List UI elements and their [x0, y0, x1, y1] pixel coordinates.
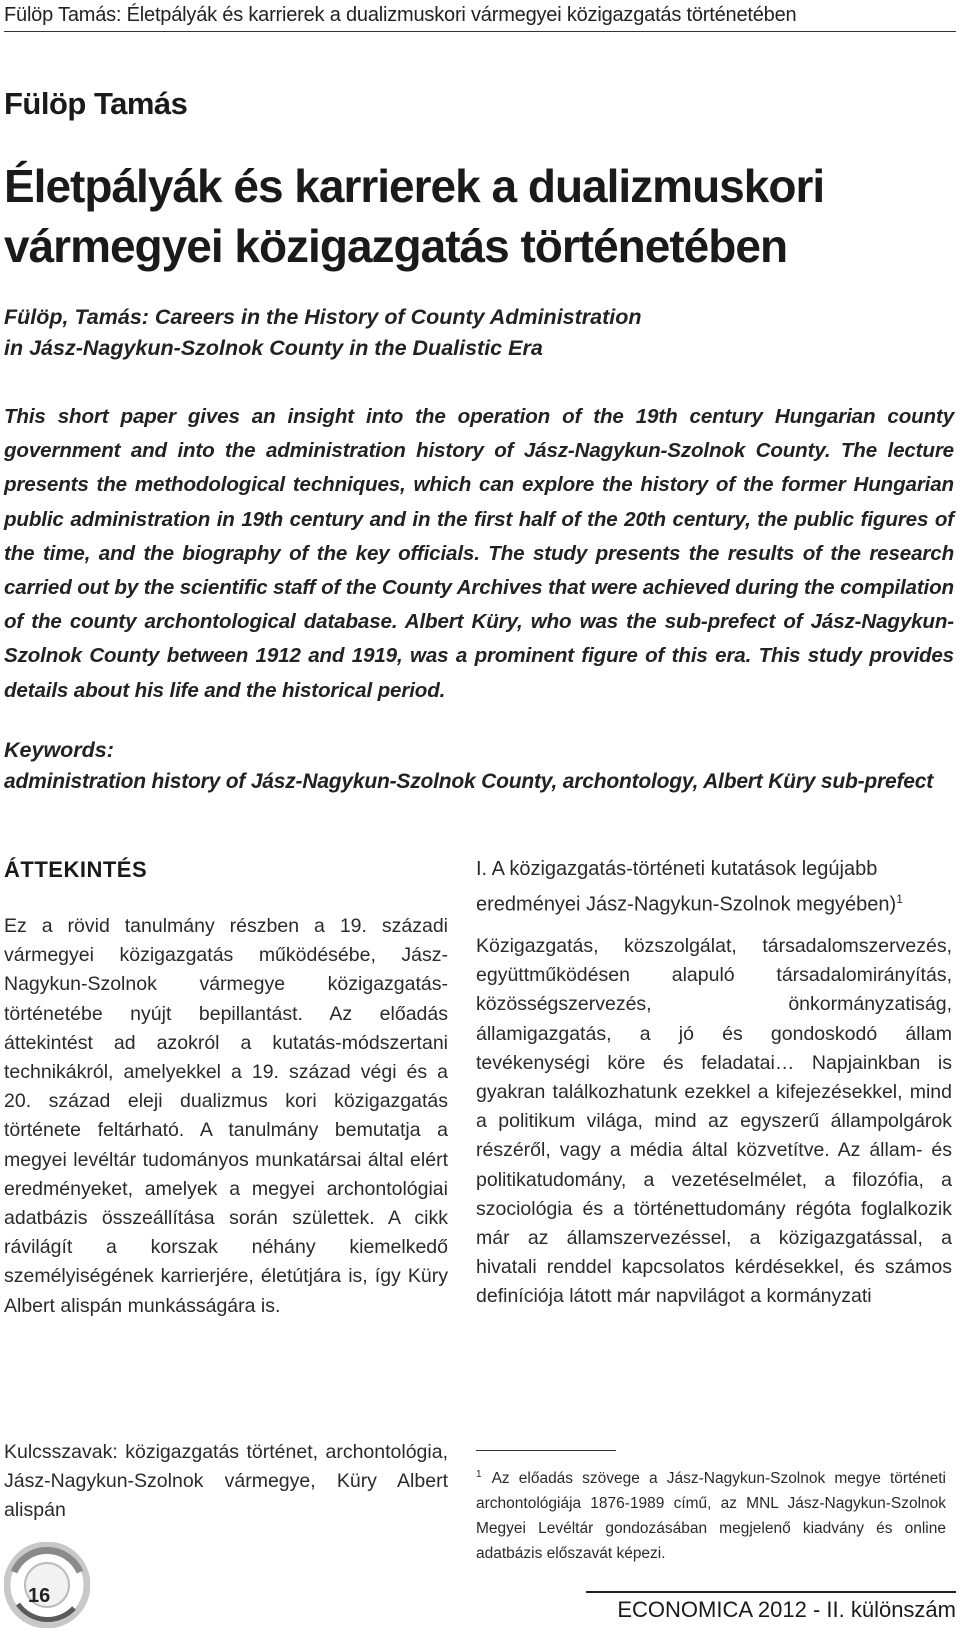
- footnote-mark: 1: [476, 1469, 482, 1480]
- page-number: 16: [28, 1585, 51, 1607]
- footnote: [476, 1462, 946, 1566]
- title-line-2: vármegyei közigazgatás történetében: [4, 220, 788, 272]
- journal-name: ECONOMICA 2012 - II. különszám: [617, 1597, 956, 1622]
- keywords-label: Keywords:: [4, 738, 114, 762]
- title-line-1: Életpályák és karrierek a dualizmuskori: [4, 160, 825, 212]
- body-paragraph: Közigazgatás, közszolgálat, társadalomszervezés, együttműködésen alapuló társadalomirányítás, közösségszervezés, önkormányzatiság, államigazgatás, a jó és gondoskodó állam tevékenységi köre és feladatai… Napjainkban is gyakran találkozhatunk ezekkel a kifejezésekkel, mind a politikum világa, mind az egyszerű állampolgárok részéről, vagy a média által közvetítve. Az állam- és politikatudomány, a vezetéselmélet, a filozófia, a szociológia és a történettudomány régóta foglalkozik már az államszervezéssel, a közigazgatással, a hivatali renddel kapcsolatos kérdésekkel, és számos definíciója látott már napvilágot a kormányzati: [476, 935, 952, 1308]
- footer-divider: [586, 1591, 956, 1593]
- section-heading-research: [476, 854, 952, 920]
- author-name: Fülöp Tamás: [4, 86, 188, 121]
- english-keywords: administration history of Jász-Nagykun-Szolnok County, archontology, Albert Küry sub-prefect: [4, 770, 934, 793]
- english-title-line-2: in Jász-Nagykun-Szolnok County in the Dualistic Era: [4, 336, 543, 360]
- article-title: [4, 156, 944, 276]
- section-heading-research-text: I. A közigazgatás-történeti kutatások legújabb eredményei Jász-Nagykun-Szolnok megyében): [476, 858, 897, 916]
- english-title: [4, 302, 944, 364]
- running-header: Fülöp Tamás: Életpályák és karrierek a dualizmuskori vármegyei közigazgatás történetében: [4, 4, 956, 32]
- english-title-line-1: Fülöp, Tamás: Careers in the History of County Administration: [4, 305, 642, 329]
- footnote-divider: [476, 1450, 616, 1451]
- footnote-ref[interactable]: 1: [896, 892, 903, 906]
- hungarian-keywords: Kulcsszavak: közigazgatás történet, archontológia, Jász-Nagykun-Szolnok vármegye, Küry Albert alispán: [4, 1441, 448, 1522]
- section-heading-overview: ÁTTEKINTÉS: [4, 857, 148, 882]
- english-abstract: This short paper gives an insight into the operation of the 19th century Hungarian county government and into the administration history of Jász-Nagykun-Szolnok County. The lecture presents the methodological techniques, which can explore the history of the former Hungarian public administration in 19th century and in the first half of the 20th century, the public figures of the time, and the biography of the key officials. The study presents the results of the research carried out by the scientific staff of the County Archives that were achieved during the compilation of the county archontological database. Albert Küry, who was the sub-prefect of Jász-Nagykun-Szolnok County between 1912 and 1919, was a prominent figure of this era. This study provides details about his life and the historical period.: [4, 405, 954, 702]
- hungarian-summary: Ez a rövid tanulmány részben a 19. századi vármegyei közigazgatás működésébe, Jász-Nagykun-Szolnok vármegye közigazgatás-történetébe nyújt bepillantást. Az előadás áttekintést ad azokról a kutatás-módszertani technikákról, amelyekkel a 19. század végi és a 20. század eleji dualizmus kori közigazgatás története feltárható. A tanulmány bemutatja a megyei levéltár tudományos munkatársai által elért eredményeket, amelyek a megyei archontológiai adatbázis összeállítása során születtek. A cikk rávilágít a korszak néhány kiemelkedő személyiségének karrierjére, életútjára is, így Küry Albert alispán munkásságára is.: [4, 915, 448, 1317]
- footnote-text: Az előadás szövege a Jász-Nagykun-Szolnok megye történeti archontológiája 1876-1989 című, az MNL Jász-Nagykun-Szolnok Megyei Levéltár gondozásában megjelenő kiadvány és online adatbázis előszavát képezi.: [476, 1470, 946, 1563]
